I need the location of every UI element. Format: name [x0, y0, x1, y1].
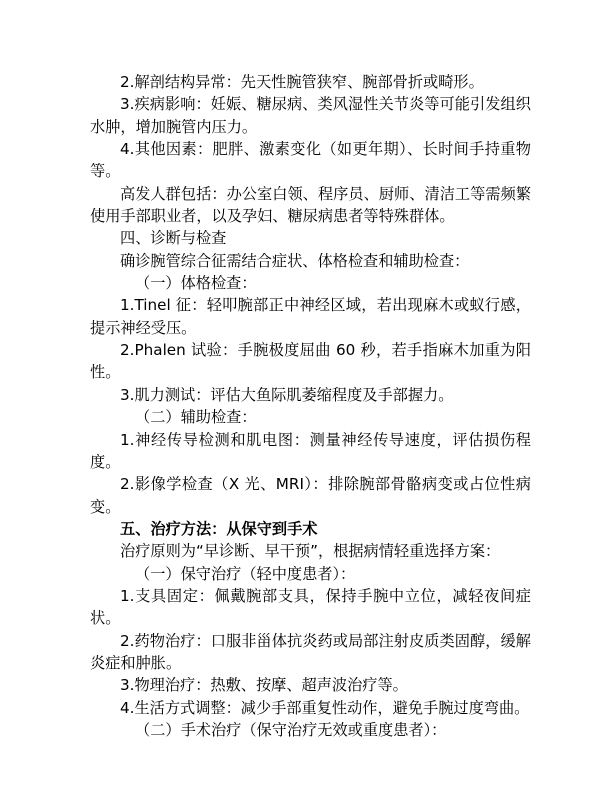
paragraph-imaging: 2.影像学检查（X 光、MRI）：排除腕部骨骼病变或占位性病变。	[90, 475, 531, 516]
paragraph-tinel-sign: 1.Tinel 征：轻叩腕部正中神经区域，若出现麻木或蚁行感，提示神经受压。	[90, 296, 531, 337]
paragraph-nerve-conduction: 1.神经传导检测和肌电图：测量神经传导速度，评估损伤程度。	[90, 430, 531, 471]
paragraph-lifestyle: 4.生活方式调整：减少手部重复性动作，避免手腕过度弯曲。	[120, 698, 530, 717]
paragraph-high-risk-groups: 高发人群包括：办公室白领、程序员、厨师、清洁工等需频繁使用手部职业者，以及孕妇、糖尿病患者等特殊群体。	[90, 184, 531, 226]
paragraph-anatomical-abnormality: 2.解剖结构异常：先天性腕管狭窄、腕部骨折或畸形。	[120, 73, 484, 91]
paragraph-medication: 2.药物治疗：口服非甾体抗炎药或局部注射皮质类固醇，缓解炎症和肿胀。	[90, 631, 531, 672]
paragraph-muscle-test: 3.肌力测试：评估大鱼际肌萎缩程度及手部握力。	[120, 385, 454, 404]
section-heading-diagnosis: 四、诊断与检查	[120, 229, 227, 248]
subheading-surgical-treatment: （二）手术治疗（保守治疗无效或重度患者）：	[135, 720, 447, 739]
paragraph-physical-therapy: 3.物理治疗：热敷、按摩、超声波治疗等。	[120, 676, 408, 695]
subheading-physical-exam: （一）体格检查：	[135, 274, 257, 293]
paragraph-disease-impact: 3.疾病影响：妊娠、糖尿病、类风湿性关节炎等可能引发组织水肿，增加腕管内压力。	[90, 95, 531, 136]
subheading-auxiliary-exam: （二）辅助检查：	[135, 408, 257, 427]
subheading-conservative-treatment: （一）保守治疗（轻中度患者）：	[135, 564, 356, 583]
paragraph-other-factors: 4.其他因素：肥胖、激素变化（如更年期）、长时间手持重物等。	[90, 140, 531, 181]
paragraph-brace: 1.支具固定：佩戴腕部支具，保持手腕中立位，减轻夜间症状。	[90, 586, 531, 628]
paragraph-phalen-test: 2.Phalen 试验：手腕极度屈曲 60 秒，若手指麻木加重为阳性。	[90, 341, 531, 382]
paragraph-treatment-principle: 治疗原则为“早诊断、早干预”，根据病情轻重选择方案：	[120, 542, 501, 561]
section-heading-treatment: 五、治疗方法：从保守到手术	[120, 519, 318, 538]
paragraph-diagnosis-intro: 确诊腕管综合征需结合症状、体格检查和辅助检查：	[120, 251, 470, 270]
document-body	[90, 71, 531, 741]
